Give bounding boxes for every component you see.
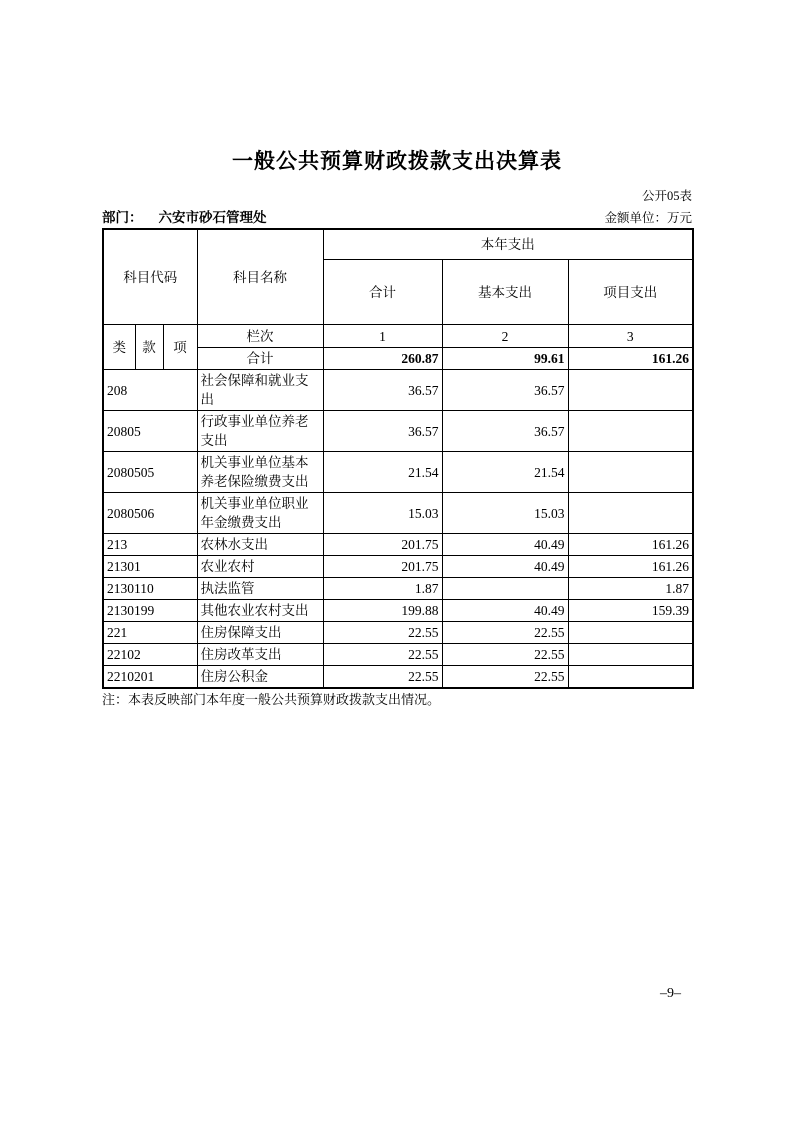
row-basic: 22.55 [442, 622, 568, 644]
row-total: 15.03 [323, 493, 442, 534]
row-total: 22.55 [323, 666, 442, 689]
row-total: 22.55 [323, 622, 442, 644]
sheet-code: 公开05表 [641, 189, 692, 203]
row-basic: 22.55 [442, 644, 568, 666]
department-value: 六安市砂石管理处 [158, 210, 267, 225]
meta-row [102, 206, 692, 226]
row-basic: 22.55 [442, 666, 568, 689]
row-subject-name: 其他农业农村支出 [197, 600, 323, 622]
row-project [568, 493, 693, 534]
row-project: 161.26 [568, 556, 693, 578]
table-row [103, 578, 693, 600]
table-row [103, 493, 693, 534]
row-subject-name: 住房改革支出 [197, 644, 323, 666]
totals-row-label: 合计 [197, 348, 323, 370]
column-index-2: 2 [442, 325, 568, 348]
row-project [568, 644, 693, 666]
row-basic: 40.49 [442, 534, 568, 556]
header-row-groups [103, 229, 693, 260]
row-subject-code: 2210201 [103, 666, 197, 689]
column-index-1: 1 [323, 325, 442, 348]
header-section: 款 [135, 325, 163, 370]
header-current-year: 本年支出 [323, 229, 693, 260]
table-header-body [103, 229, 693, 370]
row-total: 36.57 [323, 411, 442, 452]
header-column-index-label: 栏次 [197, 325, 323, 348]
table-row [103, 622, 693, 644]
totals-basic: 99.61 [442, 348, 568, 370]
row-total: 201.75 [323, 534, 442, 556]
expenditure-table [102, 228, 694, 689]
row-total: 22.55 [323, 644, 442, 666]
row-subject-code: 21301 [103, 556, 197, 578]
row-subject-name: 社会保障和就业支出 [197, 370, 323, 411]
totals-total: 260.87 [323, 348, 442, 370]
row-basic: 21.54 [442, 452, 568, 493]
row-basic: 40.49 [442, 556, 568, 578]
table-body [103, 370, 693, 689]
row-subject-code: 213 [103, 534, 197, 556]
department-line [102, 206, 267, 226]
row-subject-name: 住房公积金 [197, 666, 323, 689]
header-subject-name: 科目名称 [197, 229, 323, 325]
page-title: 一般公共预算财政拨款支出决算表 [232, 150, 562, 173]
table-row [103, 556, 693, 578]
row-total: 1.87 [323, 578, 442, 600]
header-row-column-index [103, 325, 693, 348]
table-row [103, 452, 693, 493]
table-note: 注：本表反映部门本年度一般公共预算财政拨款支出情况。 [102, 692, 441, 707]
row-subject-name: 农业农村 [197, 556, 323, 578]
row-subject-code: 2130199 [103, 600, 197, 622]
header-subject-code: 科目代码 [103, 229, 197, 325]
row-basic: 15.03 [442, 493, 568, 534]
row-subject-code: 221 [103, 622, 197, 644]
totals-project: 161.26 [568, 348, 693, 370]
row-project [568, 452, 693, 493]
row-project: 161.26 [568, 534, 693, 556]
row-subject-code: 20805 [103, 411, 197, 452]
page-number: –9– [660, 986, 681, 1001]
row-subject-name: 住房保障支出 [197, 622, 323, 644]
row-project [568, 666, 693, 689]
row-subject-code: 22102 [103, 644, 197, 666]
table-row [103, 666, 693, 689]
row-total: 21.54 [323, 452, 442, 493]
row-total: 199.88 [323, 600, 442, 622]
row-subject-code: 2130110 [103, 578, 197, 600]
amount-unit-label: 金额单位：万元 [604, 211, 692, 225]
table-row [103, 370, 693, 411]
row-project [568, 622, 693, 644]
document-sheet [102, 0, 692, 708]
row-subject-code: 208 [103, 370, 197, 411]
header-item: 项 [163, 325, 197, 370]
row-basic: 36.57 [442, 370, 568, 411]
row-subject-name: 机关事业单位基本养老保险缴费支出 [197, 452, 323, 493]
row-project: 159.39 [568, 600, 693, 622]
header-class: 类 [103, 325, 135, 370]
column-index-3: 3 [568, 325, 693, 348]
row-basic [442, 578, 568, 600]
row-subject-name: 农林水支出 [197, 534, 323, 556]
header-project-expenditure: 项目支出 [568, 260, 693, 325]
header-total: 合计 [323, 260, 442, 325]
row-subject-code: 2080506 [103, 493, 197, 534]
table-row [103, 534, 693, 556]
row-project [568, 411, 693, 452]
row-subject-name: 行政事业单位养老支出 [197, 411, 323, 452]
row-total: 36.57 [323, 370, 442, 411]
table-row [103, 600, 693, 622]
row-project: 1.87 [568, 578, 693, 600]
table-row [103, 644, 693, 666]
row-total: 201.75 [323, 556, 442, 578]
table-row [103, 411, 693, 452]
row-subject-code: 2080505 [103, 452, 197, 493]
row-subject-name: 执法监管 [197, 578, 323, 600]
department-label: 部门： [102, 210, 143, 225]
row-project [568, 370, 693, 411]
row-subject-name: 机关事业单位职业年金缴费支出 [197, 493, 323, 534]
row-basic: 36.57 [442, 411, 568, 452]
header-basic-expenditure: 基本支出 [442, 260, 568, 325]
row-basic: 40.49 [442, 600, 568, 622]
